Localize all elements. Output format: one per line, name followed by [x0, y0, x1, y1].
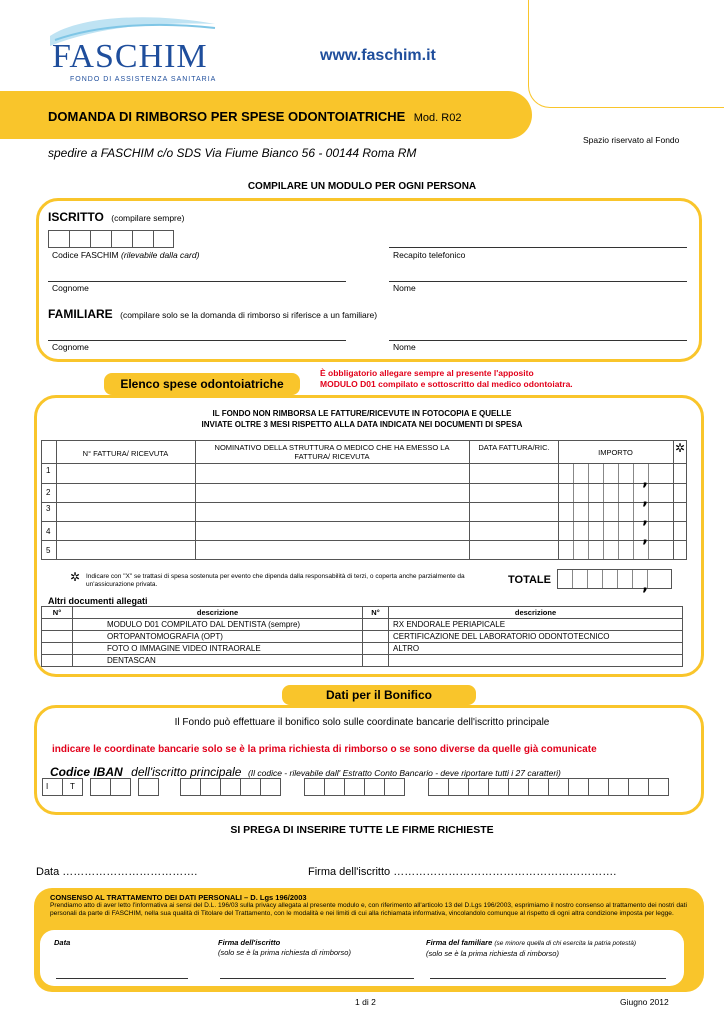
iban-cell[interactable]	[90, 778, 111, 796]
page-title	[48, 108, 461, 126]
allegato-desc: CERTIFICAZIONE DEL LABORATORIO ODONTOTECNICO	[389, 631, 683, 643]
bonifico-badge-label: Dati per il Bonifico	[325, 688, 432, 702]
iban-cell[interactable]	[428, 778, 449, 796]
consenso-firma-familiare-line[interactable]	[430, 978, 666, 979]
totale-label: TOTALE	[508, 574, 551, 586]
data-field[interactable]: Data ……………………………….	[36, 866, 198, 878]
title-text: DOMANDA DI RIMBORSO PER SPESE ODONTOIATRICHE	[48, 109, 406, 124]
iban-cell[interactable]	[324, 778, 345, 796]
col-importo-header: IMPORTO	[598, 448, 633, 457]
familiare-heading	[48, 305, 377, 323]
spese-notice-line1: IL FONDO NON RIMBORSA LE FATTURE/RICEVUTE IN FOTOCOPIA E QUELLE	[212, 409, 512, 418]
telefono-label: Recapito telefonico	[393, 250, 466, 260]
familiare-hint: (compilare solo se la domanda di rimborso si riferisce a un familiare)	[120, 310, 378, 320]
codice-hint: (rilevabile dalla card)	[120, 250, 200, 260]
allegato-n-input[interactable]	[363, 655, 389, 667]
logo-subtitle: FONDO DI ASSISTENZA SANITARIA	[70, 76, 217, 83]
iban-cell[interactable]	[588, 778, 609, 796]
iban-cell[interactable]	[448, 778, 469, 796]
one-per-person: COMPILARE UN MODULO PER OGNI PERSONA	[247, 181, 477, 192]
iban-cell[interactable]	[110, 778, 131, 796]
allegati-title: Altri documenti allegati	[48, 596, 148, 606]
firme-title: SI PREGA DI INSERIRE TUTTE LE FIRME RICHIESTE	[230, 824, 494, 836]
consenso-firma-familiare-hint: (se minore quella di chi esercita la patria potestà)	[494, 940, 637, 947]
allegato-desc: RX ENDORALE PERIAPICALE	[389, 619, 683, 631]
row-number: 4	[46, 527, 51, 536]
codice-faschim-input[interactable]	[48, 230, 174, 248]
allegato-n-input[interactable]	[42, 643, 73, 655]
consenso-title: CONSENSO AL TRATTAMENTO DEI DATI PERSONALI – D. Lgs 196/2003	[50, 893, 307, 902]
consenso-firma-iscritto-label: Firma dell'iscritto	[218, 938, 281, 947]
iban-cell[interactable]	[568, 778, 589, 796]
iban-cell[interactable]	[304, 778, 325, 796]
iban-cell[interactable]	[508, 778, 529, 796]
iban-cell[interactable]	[200, 778, 221, 796]
iban-cell[interactable]	[180, 778, 201, 796]
spese-notice-line2: INVIATE OLTRE 3 MESI RISPETTO ALLA DATA INDICATA NEI DOCUMENTI DI SPESA	[201, 420, 523, 429]
iscritto-cognome-label: Cognome	[52, 283, 89, 293]
iban-cell[interactable]	[260, 778, 281, 796]
iban-hint: (Il codice - rilevabile dall' Estratto Conto Bancario - deve riportare tutti i 27 caratteri)	[247, 768, 561, 778]
consenso-firma-iscritto-sub: (solo se è la prima richiesta di rimborso)	[218, 948, 351, 957]
expense-table	[41, 440, 687, 560]
bonifico-red-note: indicare le coordinate bancarie solo se è la prima richiesta di rimborso o se sono diverse da quelle già comunicate	[52, 744, 597, 755]
iban-sub: dell'iscritto principale	[131, 765, 242, 779]
iban-cell[interactable]	[528, 778, 549, 796]
col-fattura-header: N° FATTURA/ RICEVUTA	[82, 449, 169, 458]
consenso-data-label: Data	[54, 938, 71, 947]
address: spedire a FASCHIM c/o SDS Via Fiume Bianco 56 - 00144 Roma RM	[48, 146, 417, 160]
totale-input[interactable]	[557, 569, 672, 603]
decimal-comma-icon: ʼ	[642, 536, 649, 555]
allegato-n-input[interactable]	[42, 655, 73, 667]
consenso-firma-familiare	[426, 938, 636, 959]
row-number: 3	[46, 504, 51, 513]
consenso-firma-familiare-label: Firma del familiare	[426, 938, 493, 947]
mod-label: Mod. R02	[413, 112, 462, 124]
iban-cell[interactable]	[648, 778, 669, 796]
allegati-col-desc: descrizione	[73, 607, 363, 619]
page-number: 1 di 2	[355, 997, 376, 1007]
allegati-col-desc: descrizione	[389, 607, 683, 619]
allegato-desc: MODULO D01 COMPILATO DAL DENTISTA (sempre)	[73, 619, 363, 631]
iban-cell[interactable]	[628, 778, 649, 796]
footnote-text: Indicare con "X" se trattasi di spesa sostenuta per evento che dipenda dalla responsabilità di terzi, o coperta anche parzialmente da un'assicurazione privata.	[86, 573, 465, 588]
allegato-n-input[interactable]	[42, 619, 73, 631]
allegato-desc: ALTRO	[389, 643, 683, 655]
spese-notice	[0, 408, 724, 430]
row-number: 1	[46, 466, 51, 475]
logo-text: FASCHIM	[52, 38, 208, 75]
spese-warning-line1: È obbligatorio allegare sempre al presente l'apposito	[320, 368, 534, 378]
decimal-comma-icon: ʼ	[642, 584, 649, 603]
familiare-title: FAMILIARE	[48, 307, 113, 321]
allegato-desc	[389, 655, 683, 667]
firma-iscritto-field[interactable]: Firma dell'iscritto …………………………………………………….	[308, 866, 617, 878]
col-nominativo-header: NOMINATIVO DELLA STRUTTURA O MEDICO CHE HA EMESSO LA FATTURA/ RICEVUTA	[214, 443, 450, 461]
familiare-cognome-label: Cognome	[52, 342, 89, 352]
spese-badge-label: Elenco spese odontoiatriche	[120, 377, 284, 391]
familiare-nome-label: Nome	[393, 342, 416, 352]
iban-prefix-i: I	[46, 782, 49, 791]
iban-cell[interactable]	[488, 778, 509, 796]
telefono-field[interactable]	[389, 247, 687, 248]
allegati-table	[41, 606, 683, 667]
iscritto-cognome-field[interactable]	[48, 281, 346, 282]
iban-prefix-t: T	[70, 782, 75, 791]
iban-cell[interactable]	[608, 778, 629, 796]
col-data-header: DATA FATTURA/RIC.	[478, 443, 550, 452]
bonifico-info: Il Fondo può effettuare il bonifico solo sulle coordinate bancarie dell'iscritto principale	[174, 717, 550, 728]
spese-badge	[104, 373, 300, 395]
allegati-col-n: N°	[42, 607, 73, 619]
footnote-star-icon: ✲	[70, 570, 81, 584]
familiare-nome-field[interactable]	[389, 340, 687, 341]
iscritto-heading	[48, 208, 184, 226]
allegato-n-input[interactable]	[363, 643, 389, 655]
star-icon: ✲	[675, 441, 686, 455]
iban-cell[interactable]	[240, 778, 261, 796]
consenso-firma-iscritto-line[interactable]	[220, 978, 414, 979]
iscritto-title: ISCRITTO	[48, 210, 104, 224]
spese-warning	[320, 368, 573, 390]
codice-label-text: Codice FASCHIM	[52, 250, 119, 260]
website-link[interactable]: www.faschim.it	[320, 47, 436, 64]
iscritto-hint: (compilare sempre)	[111, 213, 185, 223]
allegato-n-input[interactable]	[363, 619, 389, 631]
iscritto-nome-label: Nome	[393, 283, 416, 293]
reserved-label: Spazio riservato al Fondo	[583, 135, 680, 145]
iban-cell[interactable]	[468, 778, 489, 796]
consenso-data-line[interactable]	[56, 978, 188, 979]
allegati-col-n: N°	[363, 607, 389, 619]
iban-label: Codice IBAN	[50, 765, 123, 779]
consenso-firma-iscritto	[218, 938, 351, 958]
iban-cell[interactable]	[548, 778, 569, 796]
iban-cell[interactable]	[364, 778, 385, 796]
iban-cell[interactable]	[220, 778, 241, 796]
iban-cell[interactable]	[344, 778, 365, 796]
consenso-text: Prendiamo atto di aver letto l'informativa ai sensi del D.L. 196/03 sulla privacy allegata al presente modulo e, con riferimento all'articolo 13 del D.Lgs 196/2003, esprimiamo il nostro consenso al trattamento dei nostri dati personali da parte di FASCHIM, nella sua qualità di Titolare del Trattamento, con le modalità e nei limiti di cui alla richiamata informativa, vincolandolo comunque al rispetto di ogni altra condizione imposta per legge.	[50, 902, 687, 917]
allegato-n-input[interactable]	[42, 631, 73, 643]
iban-cell[interactable]	[384, 778, 405, 796]
row-number: 2	[46, 488, 51, 497]
reserved-box	[528, 0, 724, 108]
decimal-comma-icon: ʼ	[642, 498, 649, 517]
iban-cell[interactable]	[138, 778, 159, 796]
allegato-desc: FOTO O IMMAGINE VIDEO INTRAORALE	[73, 643, 363, 655]
iscritto-nome-field[interactable]	[389, 281, 687, 282]
decimal-comma-icon: ʼ	[642, 517, 649, 536]
bonifico-badge	[282, 685, 476, 705]
codice-label	[52, 250, 199, 260]
allegato-desc: ORTOPANTOMOGRAFIA (OPT)	[73, 631, 363, 643]
consenso-firma-familiare-sub: (solo se è la prima richiesta di rimborso)	[426, 949, 559, 958]
spese-warning-line2: MODULO D01 compilato e sottoscritto dal medico odontoiatra.	[320, 379, 573, 389]
logo	[40, 14, 220, 84]
iban-input[interactable]	[42, 778, 682, 796]
allegato-desc: DENTASCAN	[73, 655, 363, 667]
allegato-n-input[interactable]	[363, 631, 389, 643]
row-number: 5	[46, 546, 51, 555]
familiare-cognome-field[interactable]	[48, 340, 346, 341]
decimal-comma-icon: ʼ	[642, 479, 649, 498]
footer-date: Giugno 2012	[620, 997, 669, 1007]
